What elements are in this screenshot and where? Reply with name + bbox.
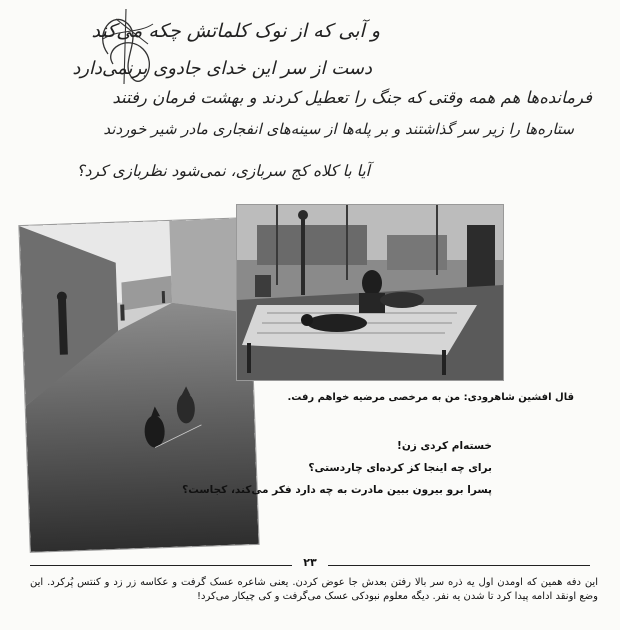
photo-caption: قال افشین شاهرودی: من به مرخصی مرضیه خواهم رفت. — [287, 392, 574, 403]
handwritten-line-3: فرمانده‌ها هم همه وقتی که جنگ را تعطیل کردند و بهشت فرمان رفتند — [112, 88, 592, 107]
footer-paragraph: این دفه همین که اومدن اول یه ذره سر بالا رفتن بعدش جا عوض کردن. یعنی شاعره عسک گرفت و عکاسه زر زد و کنتس پُرکرد. این وضع اونقد ادامه پیدا کرد تا شدن یه نفر. دیگه معلوم نبودکی عسک می‌گرفت و کی چیکار می‌کرد! — [30, 577, 598, 602]
page-divider-right — [328, 565, 590, 566]
handwritten-line-4: ستاره‌ها را زیر سر گذاشتند و بر پله‌ها از سینه‌های انفجاری مادر شیر خوردند — [103, 120, 574, 138]
alley-photo — [19, 218, 258, 552]
park-photo — [237, 205, 503, 380]
printed-line-2: برای چه اینجا کز کرده‌ای چاردستی؟ — [308, 462, 492, 474]
handwritten-line-5: آیا با کلاه کج سربازی، نمی‌شود نظربازی کرد؟ — [76, 162, 370, 180]
printed-line-3: پسرا برو بیرون ببین مادرت به چه دارد فکر می‌کند، کجاست؟ — [182, 484, 492, 496]
printed-line-1: خسته‌ام کردی زن! — [397, 440, 492, 452]
page-number: ۲۳ — [292, 556, 328, 569]
handwritten-line-1: و آبی که از نوک کلماتش چکه می‌کند — [91, 20, 380, 42]
handwritten-line-2: دست از سر این خدای جادوی برنمی‌دارد — [72, 58, 372, 79]
page-divider-left — [30, 565, 292, 566]
signature-doodle — [88, 4, 168, 94]
